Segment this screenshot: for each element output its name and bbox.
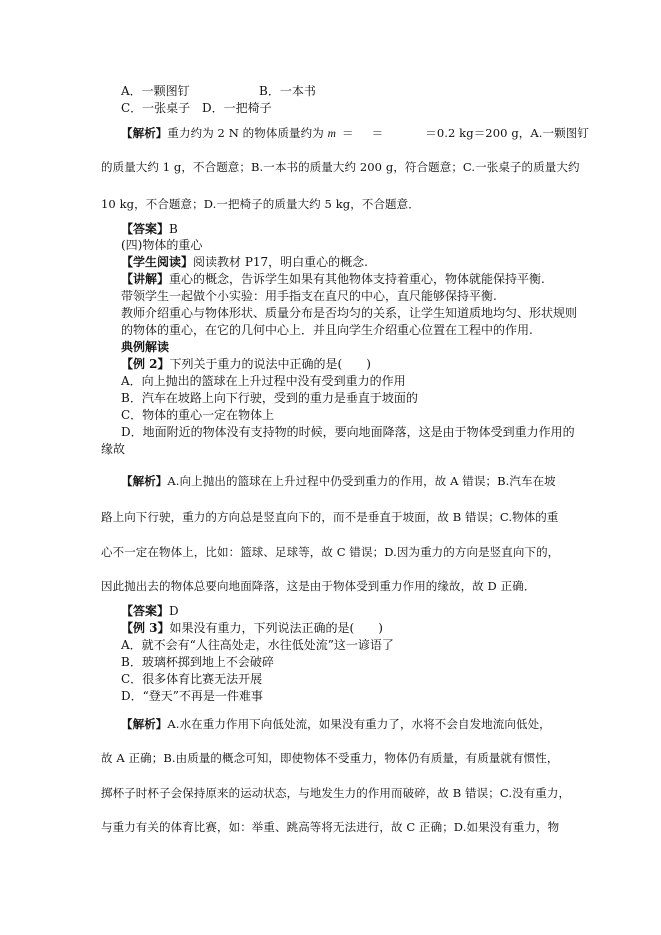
analysis-3-line-3: 掷杯子时杯子会保持原来的运动状态，与地发生力的作用而破碎，故 B 错误；C.没有重力，: [101, 786, 571, 800]
analysis-2-tag: 【解析】: [121, 474, 168, 488]
lecture-line-4: 的物体的重心，在它的几何中心上．并且向学生介绍重心位置在工程中的作用.: [121, 323, 533, 337]
example-3-option-c: C．很多体育比赛无法开展: [121, 672, 263, 686]
lecture-line-3: 教师介绍重心与物体形状、质量分布是否均匀的关系，让学生知道质地均匀、形状规则: [121, 306, 578, 320]
analysis-1-line-1: 【解析】重力约为 2 N 的物体质量约为 m ＝ ＝ ＝0.2 kg＝200 g，A.一颗图钉: [121, 126, 589, 140]
q1-option-a: A．一颗图钉: [121, 84, 190, 98]
lecture-line-1: 【讲解】重心的概念，告诉学生如果有其他物体支持着重心，物体就能保持平衡.: [121, 272, 545, 286]
example-3-option-a: A．就不会有“人往高处走，水往低处流”这一谚语了: [121, 638, 394, 652]
q1-option-b: B．一本书: [259, 84, 316, 98]
analysis-3-line-2: 故 A 正确；B.由质量的概念可知，即使物体不受重力，物体仍有质量，有质量就有惯性，: [101, 751, 559, 765]
example-2-option-c: C．物体的重心一定在物体上: [121, 408, 275, 422]
answer-1-tag: 【答案】: [121, 222, 170, 236]
student-reading-tag: 【学生阅读】: [121, 255, 194, 269]
example-3-option-d: D．“登天”不再是一件难事: [121, 689, 263, 703]
example-2-option-a: A．向上抛出的篮球在上升过程中没有受到重力的作用: [121, 374, 406, 388]
analysis-2-line-3: 心不一定在物体上，比如：篮球、足球等，故 C 错误；D.因为重力的方向是竖直向下的，: [101, 545, 560, 559]
lecture-tag: 【讲解】: [121, 272, 170, 286]
analysis-1-line-3: 10 kg，不合题意；D.一把椅子的质量大约 5 kg，不合题意．: [101, 197, 420, 211]
answer-2-tag: 【答案】: [121, 604, 170, 618]
lecture-line-2: 带领学生一起做个小实验：用手指支在直尺的中心，直尺能够保持平衡.: [121, 289, 497, 303]
answer-2: [121, 604, 179, 618]
student-reading: 【学生阅读】阅读教材 P17，明白重心的概念.: [121, 255, 368, 269]
analysis-3-line-4: 与重力有关的体育比赛，如：举重、跳高等将无法进行，故 C 正确；D.如果没有重力，物: [101, 820, 560, 834]
answer-2-value: D: [169, 604, 179, 618]
analysis-1-tag: 【解析】: [121, 126, 168, 140]
answer-1-value: B: [169, 222, 178, 236]
examples-title: 典例解读: [121, 340, 170, 354]
example-3-tag: 【例 3】: [121, 621, 170, 635]
example-3-stem: 【例 3】如果没有重力，下列说法正确的是( ): [121, 621, 383, 635]
analysis-3-line-1: 【解析】A.水在重力作用下向低处流，如果没有重力了，水将不会自发地流向低处，: [121, 717, 551, 731]
example-2-option-b: B．汽车在坡路上向下行驶，受到的重力是垂直于坡面的: [121, 391, 418, 405]
answer-1: [121, 222, 178, 236]
example-3-option-b: B．玻璃杯掷到地上不会破碎: [121, 655, 274, 669]
analysis-3-tag: 【解析】: [121, 717, 168, 731]
analysis-2-line-2: 路上向下行驶，重力的方向总是竖直向下的，而不是垂直于坡面，故 B 错误；C.物体的重: [101, 510, 559, 524]
example-2-tag: 【例 2】: [121, 357, 170, 371]
example-2-stem: 【例 2】下列关于重力的说法中正确的是( ): [121, 357, 371, 371]
mass-symbol: m: [327, 128, 337, 140]
section-title: (四)物体的重心: [121, 238, 203, 252]
q1-option-d: D．一把椅子: [202, 101, 272, 115]
analysis-2-line-4: 因此抛出去的物体总要向地面降落，这是由于物体受到重力作用的缘故，故 D 正确．: [101, 579, 536, 593]
example-2-option-d-cont: 缘故: [101, 442, 126, 456]
q1-option-c: C．一张桌子: [121, 101, 191, 115]
analysis-2-line-1: 【解析】A.向上抛出的篮球在上升过程中仍受到重力的作用，故 A 错误；B.汽车在坡: [121, 474, 556, 488]
example-2-option-d: D．地面附近的物体没有支持物的时候，要向地面降落，这是由于物体受到重力作用的: [121, 425, 575, 439]
analysis-1-line-2: 的质量大约 1 g，不合题意；B.一本书的质量大约 200 g，符合题意；C.一张桌子的质量大约: [101, 160, 580, 174]
